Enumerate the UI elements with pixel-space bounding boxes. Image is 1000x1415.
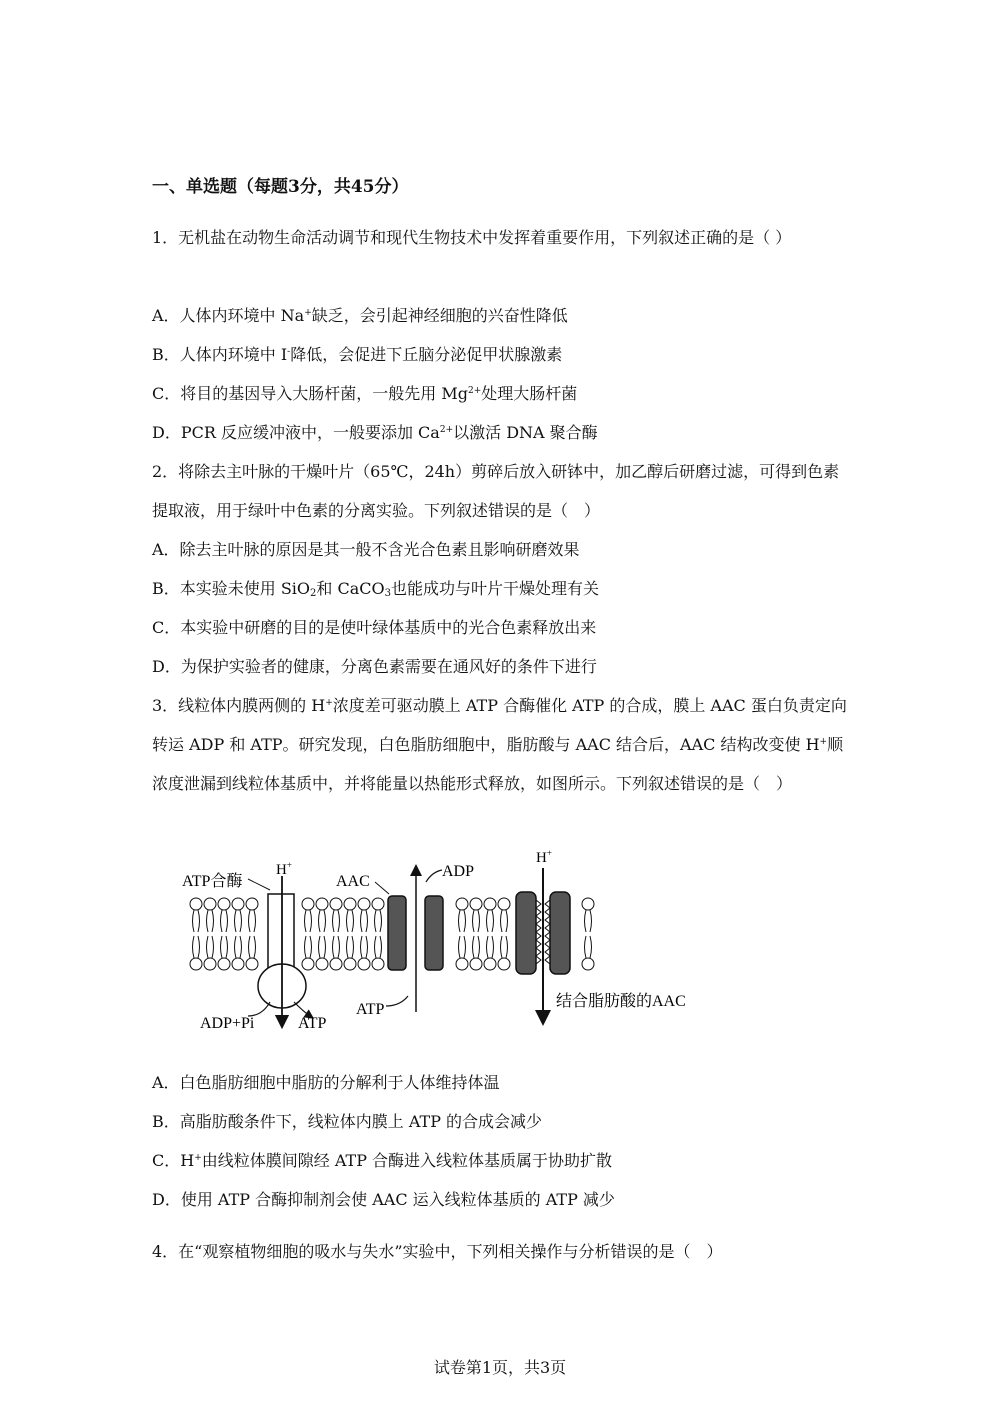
lipid-tail	[221, 910, 228, 932]
label-bound-aac: 结合脂肪酸的AAC	[556, 993, 686, 1010]
superscript: -	[287, 347, 291, 357]
lipid-head	[484, 958, 496, 970]
option-text: 也能成功与叶片干燥处理有关	[391, 579, 600, 598]
lipid-tail	[193, 910, 200, 932]
adp-exit-curve	[426, 870, 442, 882]
atp-product-arrow	[294, 1002, 310, 1016]
superscript: 2+	[439, 425, 454, 435]
lipid-tail	[375, 910, 382, 932]
lipid-head	[498, 898, 510, 910]
lipid-head	[190, 898, 202, 910]
lipid-tail	[501, 910, 508, 932]
lipid-head	[302, 958, 314, 970]
lipid-tail	[375, 936, 382, 958]
option-text: 处理大肠杆菌	[481, 384, 578, 403]
label-h-right	[536, 848, 552, 866]
option-text: 以激活 DNA 聚合酶	[453, 423, 598, 442]
superscript: +	[819, 737, 828, 747]
lipid-head	[232, 898, 244, 910]
lipid-head	[246, 898, 258, 910]
atp-entry-curve	[386, 996, 408, 1006]
subscript: 2	[310, 588, 317, 599]
lipid-head	[204, 898, 216, 910]
lipid-tail	[459, 936, 466, 958]
aac-protein-left	[388, 896, 406, 970]
question-3-option-b: B．高脂肪酸条件下，线粒体内膜上 ATP 的合成会减少	[152, 1112, 543, 1131]
option-text: 由线粒体膜间隙经 ATP 合酶进入线粒体基质属于协助扩散	[201, 1151, 613, 1170]
label-atp-synthase: ATP合酶	[182, 873, 243, 890]
label-h-left	[276, 860, 292, 878]
lipid-tail	[249, 910, 256, 932]
question-3-option-d: D．使用 ATP 合酶抑制剂会使 AAC 运入线粒体基质的 ATP 减少	[152, 1190, 615, 1209]
label-leader	[248, 879, 270, 890]
lipid-head	[246, 958, 258, 970]
question-3-stem	[152, 686, 852, 803]
option-text: 降低，会促进下丘脑分泌促甲状腺激素	[290, 345, 563, 364]
lipid-tail	[459, 910, 466, 932]
question-1-option-b	[152, 343, 562, 367]
question-2-option-a: A．除去主叶脉的原因是其一般不含光合色素且影响研磨效果	[152, 540, 580, 559]
option-text: C．将目的基因导入大肠杆菌，一般先用 Mg	[152, 384, 468, 403]
question-2-stem: 2．将除去主叶脉的干燥叶片（65℃，24h）剪碎后放入研钵中，加乙醇后研磨过滤，可得到色素提取液，用于绿叶中色素的分离实验。下列叙述错误的是（ ）	[152, 462, 840, 520]
bound-aac-right	[550, 892, 570, 974]
question-1-option-d	[152, 421, 598, 445]
question-1-option-c	[152, 382, 577, 406]
lipid-tail	[585, 910, 592, 932]
label-atp-product: ATP	[298, 1015, 327, 1032]
lipid-head	[358, 898, 370, 910]
lipid-tail	[361, 910, 368, 932]
adp-pi-arrow	[248, 1002, 270, 1016]
option-text: 和 CaCO	[316, 579, 385, 598]
lipid-tail	[347, 910, 354, 932]
label-atp-entry: ATP	[356, 1001, 385, 1018]
subscript: 3	[384, 588, 392, 599]
stem-text: 浓度差可驱动膜上 ATP 合酶催化 ATP 的合成，膜上 AAC 蛋白负责定向转运 ADP 和 ATP。研究发现，白色脂肪细胞中，脂肪酸与 AAC 结合后，AAC 结构改变使 H	[152, 696, 847, 754]
label-aac: AAC	[336, 873, 370, 890]
superscript: +	[546, 848, 552, 858]
lipid-head	[358, 958, 370, 970]
lipid-tail	[305, 936, 312, 958]
superscript: +	[286, 860, 292, 870]
superscript: +	[304, 308, 312, 318]
option-text: D．PCR 反应缓冲液中，一般要添加 Ca	[152, 423, 440, 442]
label-h-text: H	[276, 862, 287, 878]
lipid-head	[330, 898, 342, 910]
lipid-tail	[501, 936, 508, 958]
label-leader	[375, 882, 389, 894]
lipid-head	[456, 898, 468, 910]
question-1-option-a	[152, 304, 568, 328]
lipid-head	[470, 958, 482, 970]
bound-aac-left	[516, 892, 536, 974]
option-text: 缺乏，会引起神经细胞的兴奋性降低	[311, 306, 568, 325]
section-title: 一、单选题（每题3分，共45分）	[152, 177, 409, 197]
lipid-head	[316, 958, 328, 970]
question-1-stem: 1．无机盐在动物生命活动调节和现代生物技术中发挥着重要作用，下列叙述正确的是（ ）	[152, 228, 792, 247]
lipid-tail	[249, 936, 256, 958]
lipid-tail	[487, 910, 494, 932]
lipid-head	[456, 958, 468, 970]
lipid-tail	[473, 936, 480, 958]
label-adp: ADP	[442, 863, 475, 880]
stem-text: 顺浓度泄漏到线粒体基质中，并将能量以热能形式释放，如图所示。下列叙述错误的是（ ）	[152, 735, 844, 793]
lipid-tail	[319, 910, 326, 932]
stem-text: 3．线粒体内膜两侧的 H	[152, 696, 326, 715]
lipid-head	[372, 898, 384, 910]
lipid-head	[344, 898, 356, 910]
lipid-head	[218, 898, 230, 910]
lipid-tail	[207, 936, 214, 958]
lipid-head	[330, 958, 342, 970]
label-h-text: H	[536, 850, 547, 866]
lipid-head	[344, 958, 356, 970]
lipid-tail	[235, 936, 242, 958]
superscript: 2+	[467, 386, 482, 396]
lipid-tail	[585, 936, 592, 958]
lipid-tail	[473, 910, 480, 932]
lipid-head	[484, 898, 496, 910]
mitochondrial-membrane-diagram	[170, 846, 730, 1042]
lipid-tail	[207, 910, 214, 932]
lipid-tail	[235, 910, 242, 932]
label-adp-pi: ADP+Pi	[200, 1015, 255, 1032]
lipid-tail	[319, 936, 326, 958]
lipid-tail	[333, 910, 340, 932]
question-2-option-d: D．为保护实验者的健康，分离色素需要在通风好的条件下进行	[152, 657, 597, 676]
superscript: +	[194, 1153, 202, 1163]
lipid-tail	[487, 936, 494, 958]
lipid-tail	[305, 910, 312, 932]
option-text: A．人体内环境中 Na	[152, 306, 305, 325]
lipid-head	[302, 898, 314, 910]
question-2-option-c: C．本实验中研磨的目的是使叶绿体基质中的光合色素释放出来	[152, 618, 597, 637]
lipid-tail	[193, 936, 200, 958]
lipid-head	[232, 958, 244, 970]
lipid-head	[582, 958, 594, 970]
lipid-head	[470, 898, 482, 910]
lipid-head	[204, 958, 216, 970]
question-3-option-a: A．白色脂肪细胞中脂肪的分解利于人体维持体温	[152, 1073, 500, 1092]
lipid-tail	[361, 936, 368, 958]
option-text: B．本实验未使用 SiO	[152, 579, 311, 598]
lipid-tail	[333, 936, 340, 958]
page-footer: 试卷第1页，共3页	[433, 1358, 567, 1377]
question-4-stem: 4．在“观察植物细胞的吸水与失水”实验中，下列相关操作与分析错误的是（ ）	[152, 1242, 723, 1261]
lipid-head	[316, 898, 328, 910]
aac-protein-right	[425, 896, 443, 970]
lipid-tail	[347, 936, 354, 958]
question-2-option-b	[152, 577, 599, 601]
option-text: C．H	[152, 1151, 195, 1170]
lipid-head	[582, 898, 594, 910]
question-3-option-c	[152, 1149, 612, 1173]
lipid-head	[218, 958, 230, 970]
superscript: +	[325, 698, 333, 708]
lipid-head	[498, 958, 510, 970]
lipid-tail	[221, 936, 228, 958]
lipid-head	[190, 958, 202, 970]
option-text: B．人体内环境中 I	[152, 345, 288, 364]
lipid-head	[372, 958, 384, 970]
